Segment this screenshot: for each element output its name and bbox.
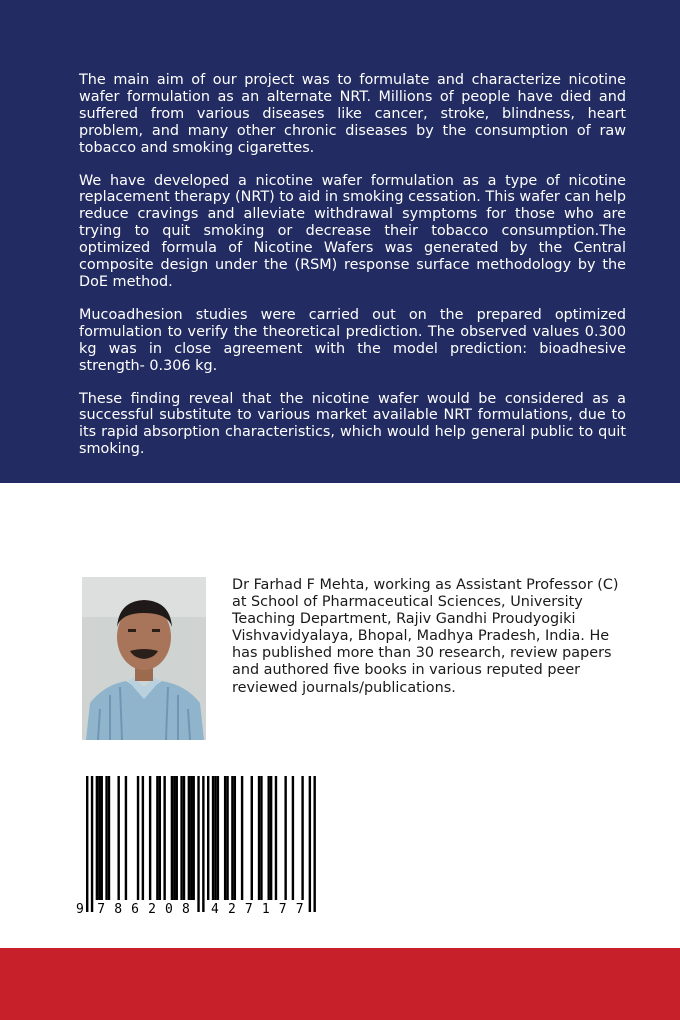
barcode-bar-21: [190, 776, 192, 900]
barcode-bar-2: [96, 776, 98, 900]
barcode-bar-16: [173, 776, 175, 900]
barcode-bar-1: [91, 776, 93, 912]
barcode-bar-37: [268, 776, 270, 900]
barcode-bar-15: [171, 776, 173, 900]
author-bio: Dr Farhad F Mehta, working as Assistant Professor (C) at School of Pharmaceutical Sciences, University Teaching Department, Rajiv Gandhi Proudyogiki Vishvavidyalaya, Bhopal, Madhya Pradesh, India. He has published more than 30 research, review papers and authored five books in various reputed peer reviewed journals/publications.: [232, 577, 619, 696]
barcode-bar-9: [137, 776, 139, 900]
barcode-bar-42: [301, 776, 303, 900]
barcode-digit-0: 9: [76, 902, 84, 917]
barcode-bar-8: [125, 776, 127, 900]
barcode-bar-0: [86, 776, 88, 912]
barcode-bar-34: [251, 776, 253, 900]
barcode-bar-30: [226, 776, 228, 900]
barcode-bar-39: [275, 776, 277, 900]
barcode-bar-22: [192, 776, 194, 900]
barcode-bar-5: [105, 776, 107, 900]
barcode-bar-44: [313, 776, 315, 912]
barcode-bar-24: [202, 776, 204, 912]
barcode-bar-25: [207, 776, 209, 900]
barcode-digit-12: 7: [295, 902, 304, 917]
barcode-digit-10: 1: [261, 902, 270, 917]
description-paragraph-3: Mucoadhesion studies were carried out on the prepared optimized formulation to verify the theoretical prediction. The observed values 0.300 kg was in close agreement with the model prediction: bioadhesive strength- 0.306 kg.: [79, 306, 626, 374]
barcode-digit-11: 7: [278, 902, 287, 917]
barcode-digit-5: 0: [165, 902, 173, 917]
barcode-bar-32: [234, 776, 236, 900]
isbn-barcode: [74, 772, 324, 918]
barcode-bar-29: [224, 776, 226, 900]
description-paragraph-1: The main aim of our project was to formulate and characterize nicotine wafer formulation as an alternate NRT. Millions of people have died and suffered from various diseases like cancer, stroke, blindness, heart problem, and many other chronic diseases by the consumption of raw tobacco and smoking cigarettes.: [79, 72, 626, 156]
barcode-digit-8: 2: [227, 902, 236, 917]
barcode-digit-1: 7: [97, 902, 106, 917]
barcode-bar-14: [163, 776, 165, 900]
barcode-bar-18: [180, 776, 182, 900]
barcode-bar-11: [149, 776, 151, 900]
barcode-bar-27: [214, 776, 216, 900]
barcode-bar-28: [217, 776, 219, 900]
barcode-bar-26: [212, 776, 214, 900]
barcode-digit-2: 8: [114, 902, 123, 917]
barcode-bar-7: [117, 776, 119, 900]
barcode-bar-41: [292, 776, 294, 900]
barcode-bar-10: [142, 776, 144, 900]
barcode-digit-9: 7: [244, 902, 253, 917]
barcode-bar-38: [270, 776, 272, 900]
description-paragraph-2: We have developed a nicotine wafer formulation as a type of nicotine replacement therapy (NRT) to aid in smoking cessation. This wafer can help reduce cravings and alleviate withdrawal symptoms for those who are trying to quit smoking or decrease their tobacco consumption.The optimized formula of Nicotine Wafers was generated by the Central composite design under the (RSM) response surface methodology by the DoE method.: [79, 172, 626, 290]
description-paragraph-4: These finding reveal that the nicotine wafer would be considered as a successful substitute to various market available NRT formulations, due to its rapid absorption characteristics, which would help general public to quit smoking.: [79, 390, 626, 458]
bottom-color-strip: [0, 948, 680, 1020]
barcode-bar-20: [188, 776, 190, 900]
barcode-digit-3: 6: [131, 902, 139, 917]
barcode-digit-4: 2: [148, 902, 156, 917]
barcode-bar-35: [258, 776, 260, 900]
barcode-bar-40: [284, 776, 286, 900]
barcode-bar-31: [231, 776, 233, 900]
barcode-bar-33: [241, 776, 243, 900]
barcode-bar-43: [309, 776, 311, 912]
book-description: [79, 72, 626, 474]
portrait-photo-icon: [82, 577, 206, 740]
barcode-bar-23: [197, 776, 199, 912]
barcode-digit-7: 4: [211, 902, 219, 917]
barcode-bar-3: [98, 776, 100, 900]
barcode-bar-4: [101, 776, 103, 900]
barcode-bar-12: [156, 776, 158, 900]
barcode-bar-19: [183, 776, 185, 900]
barcode-bar-6: [108, 776, 110, 900]
barcode-bar-36: [260, 776, 262, 900]
barcode-bar-13: [159, 776, 161, 900]
barcode-bar-17: [176, 776, 178, 900]
barcode-digit-6: 8: [181, 902, 190, 917]
description-panel: [0, 0, 680, 483]
author-photo: [82, 577, 206, 740]
